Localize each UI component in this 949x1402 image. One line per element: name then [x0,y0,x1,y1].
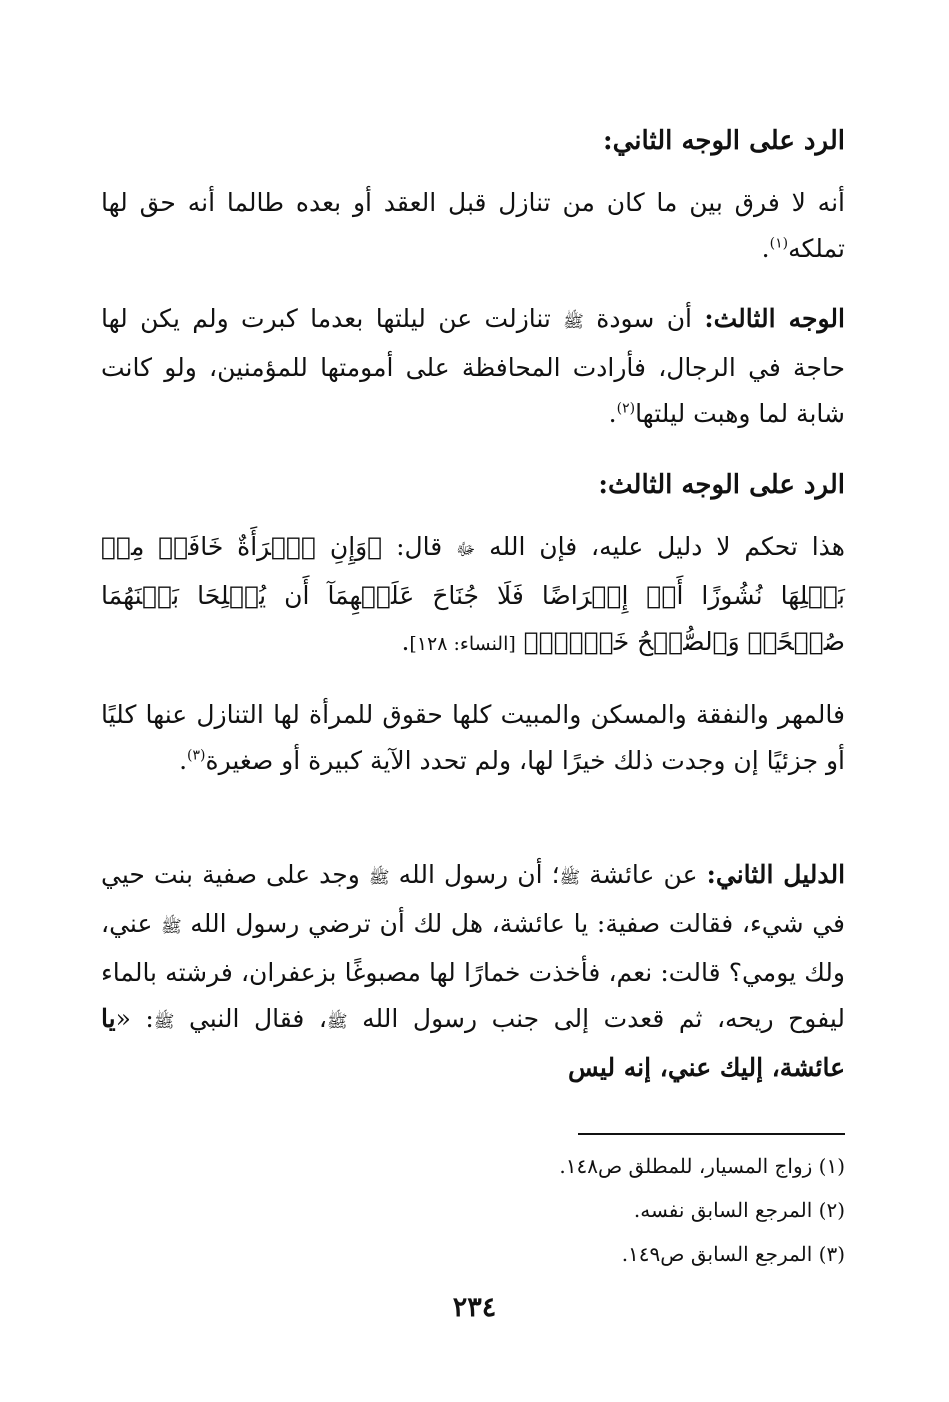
second-evidence-label: الدليل الثاني: [706,860,846,889]
period: . [608,399,617,428]
paragraph-third-aspect [101,296,845,437]
paragraph-text: ، فقال النبي [188,1004,328,1033]
footnote-2: (٢) المرجع السابق نفسه. [633,1198,845,1222]
paragraph-text: : « [115,1004,154,1033]
honorific-icon: ﷺ [153,1012,175,1032]
footnote-ref-2: (٢) [616,400,636,417]
page-number: ٢٣٤ [452,1292,497,1323]
heading-reply-second: الرد على الوجه الثاني: [602,126,845,156]
paragraph-text: عن عائشة [589,860,698,889]
paragraph-text: وجد على صفية بنت حيي في شيء، فقالت صفية: يا عائشة، هل لك أن ترضي رسول الله [101,860,845,938]
footnote-ref-3: (٣) [187,747,206,764]
honorific-icon: ﷺ [559,868,581,888]
quran-verse: ﴿وَإِنِ ٱمۡرَأَةٌ خَافَتۡ مِنۢ بَعۡلِهَا نُشُوزًا أَوۡ إِعۡرَاضًا فَلَا جُنَاحَ عَلَيۡهِمَآ أَن يُصۡلِحَا بَيۡنَهُمَا صُلۡحًاۚ وَٱلصُّلۡحُ خَيۡرٌۗ﴾ [101,532,845,656]
period: . [401,627,410,656]
paragraph-second-evidence [101,852,845,1091]
footnote-ref-1: (١) [769,235,789,252]
paragraph-text: فالمهر والنفقة والمسكن والمبيت كلها حقوق للمرأة لها التنازل عنها كليًا أو جزئيًا إن وجدت ذلك خيرًا لها، ولم تحدد الآية كبيرة أو صغيرة [101,700,845,775]
quran-reference: [النساء: ١٢٨] [409,633,516,655]
period: . [761,234,770,263]
hadith-quote: يا عائشة، إليك عني، إنه ليس [101,1004,845,1082]
footnote-1: (١) زواج المسيار، للمطلق ص١٤٨. [559,1154,845,1178]
paragraph-text: أن سودة [596,304,692,333]
paragraph-text: قال: [396,532,443,561]
paragraph-text: أنه لا فرق بين ما كان من تنازل قبل العقد أو بعده طالما أنه حق لها تملكه [101,188,845,263]
paragraph-text: تنازلت عن ليلتها بعدما كبرت ولم يكن لها حاجة في الرجال، فأرادت المحافظة على أمومتها للمؤمنين، ولو كانت شابة لما وهبت ليلتها [101,304,845,428]
footnote-separator [578,1133,845,1135]
honorific-icon: ﷺ [368,868,390,888]
footnote-3: (٣) المرجع السابق ص١٤٩. [621,1242,845,1266]
honorific-icon: ﷻ [456,540,476,560]
honorific-icon: ﷺ [563,312,584,332]
paragraph-text: ؛ أن رسول الله [398,860,560,889]
honorific-icon: ﷺ [327,1012,348,1032]
paragraph-rights [101,692,845,784]
paragraph-text: عني، ولك يومي؟ قالت: نعم، فأخذت خمارًا لها مصبوغًا بزعفران، فرشته بالماء ليفوح ريحه، ثم قعدت إلى جنب رسول الله [101,909,846,1033]
third-aspect-label: الوجه الثالث: [704,304,845,333]
paragraph-text: هذا تحكم لا دليل عليه، فإن الله [489,532,845,561]
paragraph-reply-third [101,524,845,667]
paragraph-reply-second [101,180,845,272]
heading-reply-third: الرد على الوجه الثالث: [598,470,845,500]
honorific-icon: ﷺ [161,917,182,937]
period: . [179,746,188,775]
